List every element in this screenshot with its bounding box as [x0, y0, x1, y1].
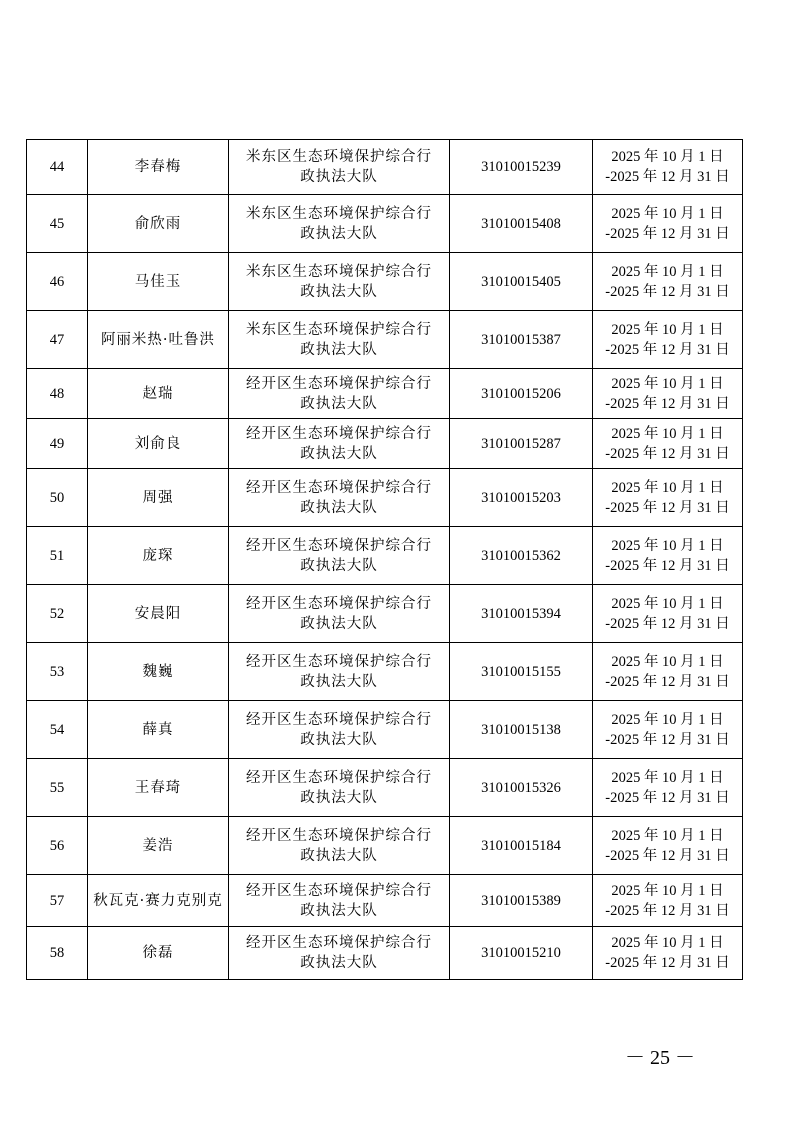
validity-line: -2025 年 12 月 31 日 [605, 955, 730, 971]
validity-line: -2025 年 12 月 31 日 [605, 902, 730, 919]
name-cell: 姜浩 [88, 817, 229, 875]
unit-cell [229, 759, 450, 817]
unit-line: 政执法大队 [300, 225, 378, 242]
certificate-number-cell: 31010015362 [450, 527, 593, 585]
table-row [27, 253, 743, 311]
validity-line: -2025 年 12 月 31 日 [605, 395, 730, 412]
name-cell: 魏巍 [88, 643, 229, 701]
validity-line: -2025 年 12 月 31 日 [605, 225, 730, 242]
row-number-cell: 55 [27, 759, 88, 817]
unit-line: 政执法大队 [300, 902, 378, 919]
unit-line: 政执法大队 [300, 557, 378, 574]
validity-line: -2025 年 12 月 31 日 [605, 615, 730, 632]
validity-line: 2025 年 10 月 1 日 [611, 882, 724, 899]
unit-cell [229, 701, 450, 759]
validity-line: 2025 年 10 月 1 日 [611, 537, 724, 554]
certificate-number-cell: 31010015206 [450, 369, 593, 419]
certificate-number-cell: 31010015184 [450, 817, 593, 875]
unit-cell [229, 927, 450, 980]
unit-line: 政执法大队 [300, 283, 378, 300]
name-cell: 秋瓦克·赛力克别克 [88, 875, 229, 927]
validity-line: 2025 年 10 月 1 日 [611, 769, 724, 786]
name-cell: 庞琛 [88, 527, 229, 585]
name-cell: 刘俞良 [88, 419, 229, 469]
unit-line: 经开区生态环境保护综合行 [246, 769, 432, 786]
validity-line: 2025 年 10 月 1 日 [611, 595, 724, 612]
unit-line: 政执法大队 [300, 731, 378, 748]
unit-cell [229, 195, 450, 253]
unit-line: 米东区生态环境保护综合行 [246, 149, 432, 165]
row-number-cell: 46 [27, 253, 88, 311]
row-number-cell: 56 [27, 817, 88, 875]
row-number-cell: 52 [27, 585, 88, 643]
unit-cell [229, 585, 450, 643]
validity-line: 2025 年 10 月 1 日 [611, 263, 724, 280]
row-number-cell: 54 [27, 701, 88, 759]
unit-line: 经开区生态环境保护综合行 [246, 425, 432, 442]
name-cell: 安晨阳 [88, 585, 229, 643]
validity-line: -2025 年 12 月 31 日 [605, 731, 730, 748]
validity-cell [593, 253, 743, 311]
table-row [27, 875, 743, 927]
validity-line: 2025 年 10 月 1 日 [611, 425, 724, 442]
validity-line: 2025 年 10 月 1 日 [611, 375, 724, 392]
name-cell: 周强 [88, 469, 229, 527]
validity-line: -2025 年 12 月 31 日 [605, 557, 730, 574]
validity-line: 2025 年 10 月 1 日 [611, 711, 724, 728]
validity-cell [593, 311, 743, 369]
unit-line: 经开区生态环境保护综合行 [246, 537, 432, 554]
table-row [27, 759, 743, 817]
row-number-cell: 53 [27, 643, 88, 701]
row-number-cell: 58 [27, 927, 88, 980]
unit-line: 政执法大队 [300, 789, 378, 806]
validity-cell [593, 701, 743, 759]
certificate-number-cell: 31010015387 [450, 311, 593, 369]
table-row [27, 419, 743, 469]
validity-line: -2025 年 12 月 31 日 [605, 341, 730, 358]
certificate-number-cell: 31010015326 [450, 759, 593, 817]
unit-line: 政执法大队 [300, 615, 378, 632]
unit-line: 政执法大队 [300, 499, 378, 516]
unit-cell [229, 369, 450, 419]
unit-line: 经开区生态环境保护综合行 [246, 935, 432, 951]
unit-line: 政执法大队 [300, 847, 378, 864]
validity-cell [593, 585, 743, 643]
row-number-cell: 57 [27, 875, 88, 927]
unit-line: 经开区生态环境保护综合行 [246, 479, 432, 496]
validity-line: -2025 年 12 月 31 日 [605, 847, 730, 864]
unit-cell [229, 875, 450, 927]
validity-line: 2025 年 10 月 1 日 [611, 149, 724, 165]
certificate-number-cell: 31010015210 [450, 927, 593, 980]
unit-cell [229, 817, 450, 875]
unit-line: 经开区生态环境保护综合行 [246, 882, 432, 899]
validity-cell [593, 369, 743, 419]
unit-line: 经开区生态环境保护综合行 [246, 827, 432, 844]
validity-line: 2025 年 10 月 1 日 [611, 935, 724, 951]
validity-cell [593, 195, 743, 253]
row-number-cell: 48 [27, 369, 88, 419]
table-row [27, 369, 743, 419]
table-row [27, 927, 743, 980]
certificate-number-cell: 31010015203 [450, 469, 593, 527]
row-number-cell: 49 [27, 419, 88, 469]
table-row [27, 701, 743, 759]
table-row [27, 469, 743, 527]
validity-cell [593, 875, 743, 927]
validity-line: 2025 年 10 月 1 日 [611, 321, 724, 338]
certificate-number-cell: 31010015239 [450, 140, 593, 195]
validity-line: 2025 年 10 月 1 日 [611, 653, 724, 670]
validity-cell [593, 927, 743, 980]
validity-line: 2025 年 10 月 1 日 [611, 205, 724, 222]
table-row [27, 585, 743, 643]
name-cell: 阿丽米热·吐鲁洪 [88, 311, 229, 369]
unit-line: 政执法大队 [300, 169, 378, 185]
unit-line: 政执法大队 [300, 445, 378, 462]
certificate-number-cell: 31010015155 [450, 643, 593, 701]
unit-cell [229, 527, 450, 585]
validity-line: -2025 年 12 月 31 日 [605, 499, 730, 516]
validity-line: 2025 年 10 月 1 日 [611, 479, 724, 496]
validity-line: -2025 年 12 月 31 日 [605, 169, 730, 185]
certificate-number-cell: 31010015394 [450, 585, 593, 643]
unit-line: 经开区生态环境保护综合行 [246, 711, 432, 728]
name-cell: 俞欣雨 [88, 195, 229, 253]
unit-cell [229, 253, 450, 311]
validity-cell [593, 817, 743, 875]
validity-cell [593, 419, 743, 469]
unit-cell [229, 140, 450, 195]
personnel-table-body [27, 140, 743, 980]
validity-line: -2025 年 12 月 31 日 [605, 445, 730, 462]
validity-cell [593, 469, 743, 527]
unit-line: 米东区生态环境保护综合行 [246, 321, 432, 338]
unit-line: 米东区生态环境保护综合行 [246, 263, 432, 280]
unit-line: 政执法大队 [300, 341, 378, 358]
unit-line: 经开区生态环境保护综合行 [246, 375, 432, 392]
unit-cell [229, 643, 450, 701]
unit-line: 政执法大队 [300, 395, 378, 412]
certificate-number-cell: 31010015408 [450, 195, 593, 253]
page-number: － 25 － [625, 1047, 695, 1069]
unit-line: 政执法大队 [300, 673, 378, 690]
unit-cell [229, 311, 450, 369]
row-number-cell: 50 [27, 469, 88, 527]
validity-cell [593, 643, 743, 701]
table-row [27, 643, 743, 701]
name-cell: 马佳玉 [88, 253, 229, 311]
row-number-cell: 47 [27, 311, 88, 369]
unit-line: 政执法大队 [300, 955, 378, 971]
validity-line: -2025 年 12 月 31 日 [605, 789, 730, 806]
validity-cell [593, 527, 743, 585]
name-cell: 赵瑞 [88, 369, 229, 419]
row-number-cell: 51 [27, 527, 88, 585]
name-cell: 李春梅 [88, 140, 229, 195]
validity-cell [593, 759, 743, 817]
certificate-number-cell: 31010015287 [450, 419, 593, 469]
certificate-number-cell: 31010015405 [450, 253, 593, 311]
row-number-cell: 44 [27, 140, 88, 195]
table-row [27, 311, 743, 369]
unit-line: 米东区生态环境保护综合行 [246, 205, 432, 222]
table-row [27, 527, 743, 585]
certificate-number-cell: 31010015138 [450, 701, 593, 759]
table-row [27, 140, 743, 195]
name-cell: 徐磊 [88, 927, 229, 980]
personnel-table [26, 139, 743, 980]
validity-line: 2025 年 10 月 1 日 [611, 827, 724, 844]
unit-line: 经开区生态环境保护综合行 [246, 595, 432, 612]
table-row [27, 195, 743, 253]
name-cell: 薛真 [88, 701, 229, 759]
certificate-number-cell: 31010015389 [450, 875, 593, 927]
row-number-cell: 45 [27, 195, 88, 253]
table-row [27, 817, 743, 875]
validity-line: -2025 年 12 月 31 日 [605, 673, 730, 690]
validity-line: -2025 年 12 月 31 日 [605, 283, 730, 300]
validity-cell [593, 140, 743, 195]
unit-cell [229, 469, 450, 527]
unit-cell [229, 419, 450, 469]
unit-line: 经开区生态环境保护综合行 [246, 653, 432, 670]
name-cell: 王春琦 [88, 759, 229, 817]
